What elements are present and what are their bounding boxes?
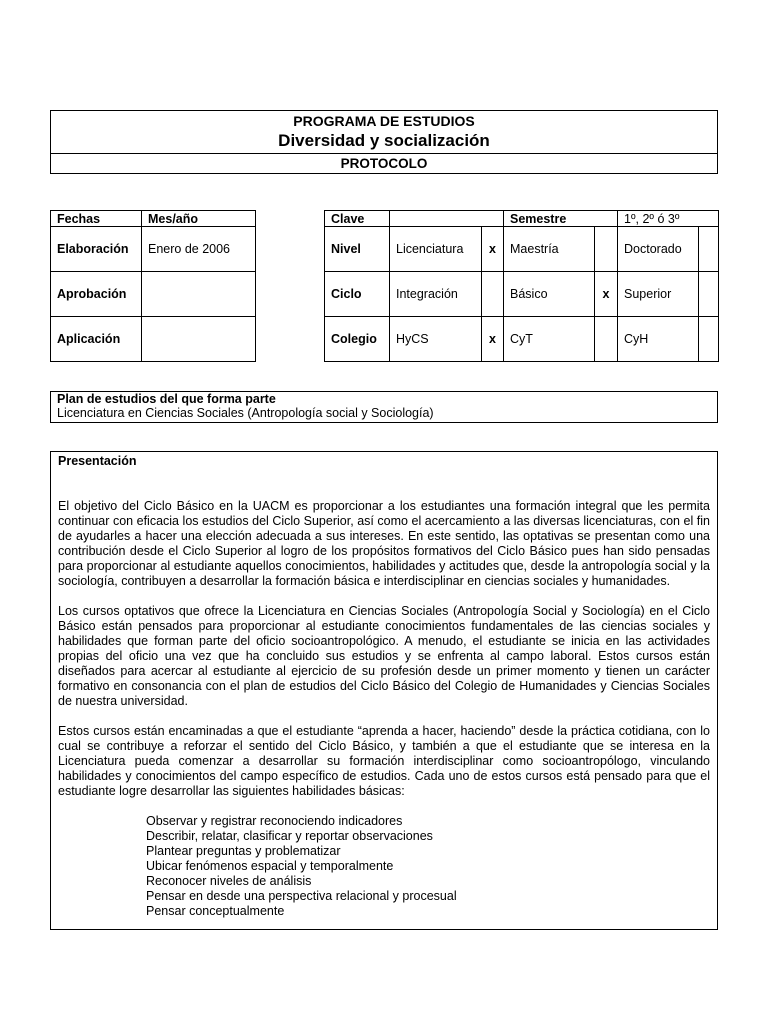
ciclo-label: Ciclo xyxy=(325,272,390,317)
mes-ano-header: Mes/año xyxy=(142,211,256,227)
nivel-option: Licenciatura xyxy=(390,227,482,272)
presentation-heading: Presentación xyxy=(58,454,137,468)
dates-table xyxy=(50,210,256,362)
colegio-option: HyCS xyxy=(390,317,482,362)
skill-item: Observar y registrar reconociendo indicadores xyxy=(146,814,403,828)
nivel-mark: x xyxy=(482,227,504,272)
protocol-label: PROTOCOLO xyxy=(340,156,428,171)
header-box xyxy=(50,110,718,174)
elaboracion-value: Enero de 2006 xyxy=(142,227,256,272)
plan-box xyxy=(50,391,718,423)
colegio-mark xyxy=(595,317,618,362)
skill-item: Pensar conceptualmente xyxy=(146,904,285,918)
skill-item: Describir, relatar, clasificar y reportar observaciones xyxy=(146,829,433,843)
paragraph: Los cursos optativos que ofrece la Licenciatura en Ciencias Sociales (Antropología Social y Sociología) en el Ciclo Básico están pensados para proporcionar al estudiante conocimientos fundamentales de las ciencias sociales y habilidades que forman parte del oficio socioantropológico. A menudo, el estudiante se inicia en las actividades propias del oficio una vez que ha concluido sus estudios y se enfrenta al campo laboral. Estos cursos están diseñados para acercar al estudiante al ejercicio de su profesión desde un primer momento y tienen un carácter formativo en consonancia con el plan de estudios del Ciclo Básico del Colegio de Humanidades y Ciencias Sociales de nuestra universidad. xyxy=(58,604,710,708)
paragraph: El objetivo del Ciclo Básico en la UACM es proporcionar a los estudiantes una formación integral que les permita continuar con eficacia los estudios del Ciclo Superior, así como el acercamiento a las diversas licenciaturas, con el fin de ayudarles a hacer una elección adecuada a sus intereses. En este sentido, las optativas se presentan como una contribución desde el Ciclo Superior al logro de los propósitos formativos del Ciclo Básico pues han sido pensadas para proporcionar al estudiante aquellos conocimientos, habilidades y actitudes que, desde la antropología social y la sociología, contribuyen a desarrollar la formación básica e interdisciplinar en ciencias sociales y humanidades. xyxy=(58,499,710,588)
ciclo-option: Integración xyxy=(390,272,482,317)
colegio-mark: x xyxy=(482,317,504,362)
course-title: Diversidad y socialización xyxy=(278,131,490,150)
ciclo-mark xyxy=(482,272,504,317)
ciclo-mark xyxy=(699,272,719,317)
clave-value xyxy=(390,211,504,227)
presentation-box xyxy=(50,451,718,930)
info-table xyxy=(324,210,719,362)
ciclo-mark: x xyxy=(595,272,618,317)
paragraph: Estos cursos están encaminadas a que el estudiante “aprenda a hacer, haciendo” desde la práctica cotidiana, con lo cual se contribuye a reforzar el sentido del Ciclo Básico, y también a que el estudiante que se interesa en la Licenciatura pueda comenzar a desarrollar su formación interdisciplinar como socioantropólogo, vinculando habilidades y conocimientos del campo específico de estudios. Cada uno de estos cursos está pensado para que el estudiante logre desarrollar las siguientes habilidades básicas: xyxy=(58,724,710,798)
colegio-option: CyH xyxy=(618,317,699,362)
skills-list xyxy=(58,814,710,919)
aprobacion-value xyxy=(142,272,256,317)
plan-text: Licenciatura en Ciencias Sociales (Antropología social y Sociología) xyxy=(57,406,434,420)
fechas-header: Fechas xyxy=(51,211,142,227)
aplicacion-label: Aplicación xyxy=(51,317,142,362)
header-divider xyxy=(51,153,717,154)
aprobacion-label: Aprobación xyxy=(51,272,142,317)
ciclo-option: Básico xyxy=(504,272,595,317)
nivel-label: Nivel xyxy=(325,227,390,272)
clave-label: Clave xyxy=(325,211,390,227)
semestre-value: 1º, 2º ó 3º xyxy=(618,211,719,227)
skill-item: Pensar en desde una perspectiva relacional y procesual xyxy=(146,889,457,903)
colegio-option: CyT xyxy=(504,317,595,362)
semestre-label: Semestre xyxy=(504,211,618,227)
elaboracion-label: Elaboración xyxy=(51,227,142,272)
aplicacion-value xyxy=(142,317,256,362)
skill-item: Reconocer niveles de análisis xyxy=(146,874,312,888)
nivel-mark xyxy=(595,227,618,272)
nivel-mark xyxy=(699,227,719,272)
ciclo-option: Superior xyxy=(618,272,699,317)
skill-item: Ubicar fenómenos espacial y temporalmente xyxy=(146,859,394,873)
nivel-option: Doctorado xyxy=(618,227,699,272)
program-label: PROGRAMA DE ESTUDIOS xyxy=(293,113,475,129)
skill-item: Plantear preguntas y problematizar xyxy=(146,844,341,858)
nivel-option: Maestría xyxy=(504,227,595,272)
colegio-label: Colegio xyxy=(325,317,390,362)
colegio-mark xyxy=(699,317,719,362)
plan-heading: Plan de estudios del que forma parte xyxy=(57,392,276,406)
